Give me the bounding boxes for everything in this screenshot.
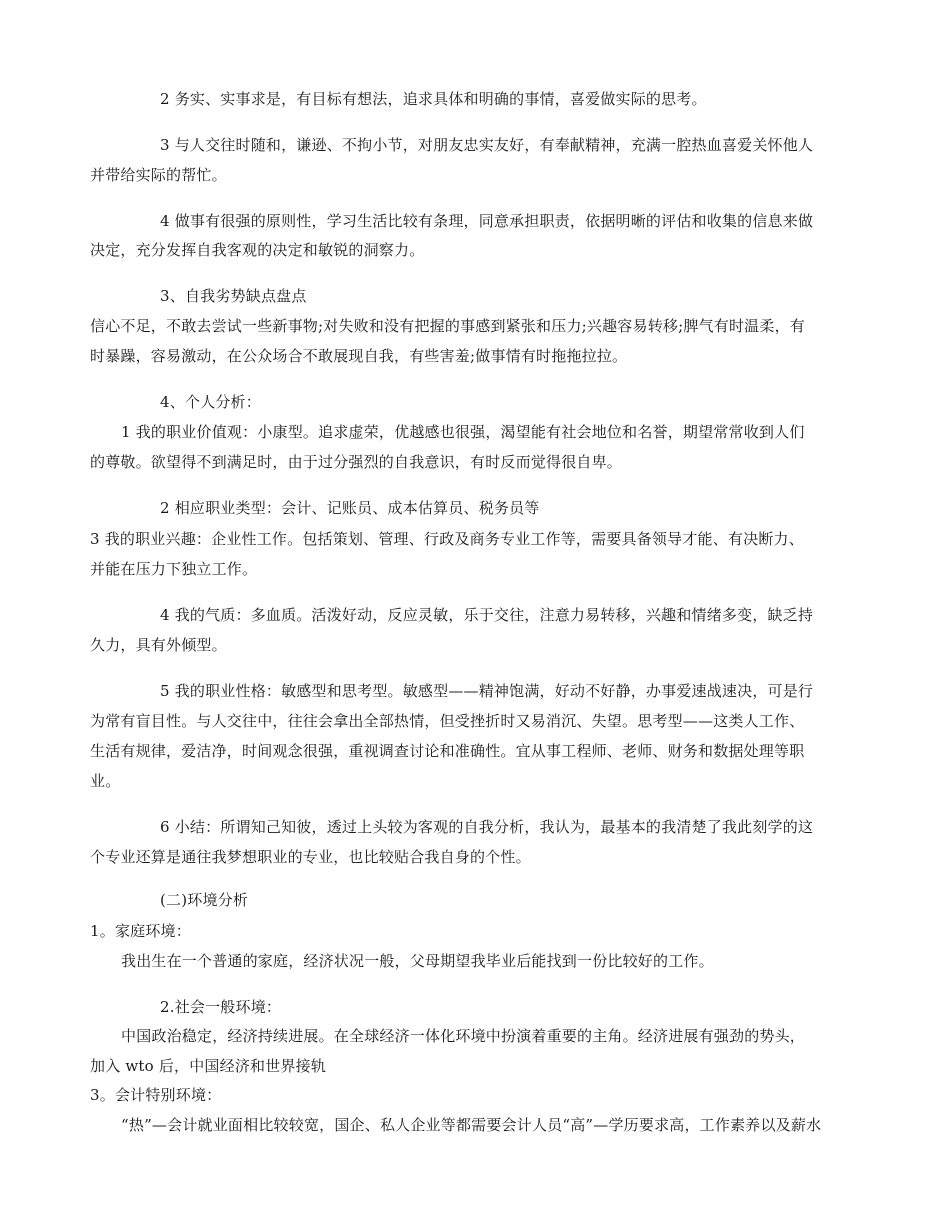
text-line: 久力，具有外倾型。 xyxy=(90,636,227,654)
text-line: 中国政治稳定，经济持续进展。在全球经济一体化环境中扮演着重要的主角。经济进展有强劲的势头， xyxy=(121,1027,806,1045)
text-line: 信心不足，不敢去尝试一些新事物;对失败和没有把握的事感到紧张和压力;兴趣容易转移;脾气有时温柔，有 xyxy=(90,317,805,335)
subsection-heading: 3。会计特别环境： xyxy=(90,1086,222,1104)
text-line: 6 小结：所谓知己知彼，透过上头较为客观的自我分析，我认为，最基本的我清楚了我此刻学的这 xyxy=(160,818,814,836)
section-heading: 4、个人分析： xyxy=(160,393,261,411)
subsection-heading: 2.社会一般环境： xyxy=(160,998,282,1016)
text-line: 加入 wto 后，中国经济和世界接轨 xyxy=(90,1057,327,1075)
section-heading: 3、自我劣势缺点盘点 xyxy=(160,287,307,305)
text-line: 生活有规律，爱洁净，时间观念很强，重视调查讨论和准确性。宜从事工程师、老师、财务和数据处理等职 xyxy=(90,742,805,760)
text-line: 个专业还算是通往我梦想职业的专业，也比较贴合我自身的个性。 xyxy=(90,848,531,866)
text-line: 1 我的职业价值观：小康型。追求虚荣，优越感也很强，渴望能有社会地位和名誉，期望常常收到人们 xyxy=(121,423,805,441)
text-line: 的尊敬。欲望得不到满足时，由于过分强烈的自我意识，有时反而觉得很自卑。 xyxy=(90,453,623,471)
subsection-heading: 1。家庭环境： xyxy=(90,922,191,940)
text-line: 3 与人交往时随和，谦逊、不拘小节，对朋友忠实友好，有奉献精神，充满一腔热血喜爱关怀他人 xyxy=(160,136,814,154)
text-line: 4 我的气质：多血质。活泼好动，反应灵敏，乐于交往，注意力易转移，兴趣和情绪多变，缺乏持 xyxy=(160,606,814,624)
text-line: 我出生在一个普通的家庭，经济状况一般，父母期望我毕业后能找到一份比较好的工作。 xyxy=(121,952,714,970)
text-line: 5 我的职业性格：敏感型和思考型。敏感型——精神饱满，好动不好静，办事爱速战速决，可是行 xyxy=(160,682,814,700)
text-line: 2 务实、实事求是，有目标有想法，追求具体和明确的事情，喜爱做实际的思考。 xyxy=(160,90,707,108)
section-heading: (二)环境分析 xyxy=(160,891,249,909)
text-line: 为常有盲目性。与人交往中，往往会拿出全部热情，但受挫折时又易消沉、失望。思考型——这类人工作、 xyxy=(90,712,805,730)
text-line: 决定，充分发挥自我客观的决定和敏锐的洞察力。 xyxy=(90,241,425,259)
text-line: 时暴躁，容易激动，在公众场合不敢展现自我，有些害羞;做事情有时拖拖拉拉。 xyxy=(90,347,628,365)
text-line: 并能在压力下独立工作。 xyxy=(90,560,258,578)
text-line: 3 我的职业兴趣：企业性工作。包括策划、管理、行政及商务专业工作等，需要具备领导才能、有决断力、 xyxy=(90,530,804,548)
text-line: “热”—会计就业面相比较较宽，国企、私人企业等都需要会计人员“高”—学历要求高，工作素养以及薪水 xyxy=(121,1116,822,1134)
text-line: 4 做事有很强的原则性，学习生活比较有条理，同意承担职责，依据明晰的评估和收集的信息来做 xyxy=(160,212,814,230)
text-line: 并带给实际的帮忙。 xyxy=(90,166,227,184)
text-line: 2 相应职业类型：会计、记账员、成本估算员、税务员等 xyxy=(160,499,540,517)
text-line: 业。 xyxy=(90,772,121,790)
